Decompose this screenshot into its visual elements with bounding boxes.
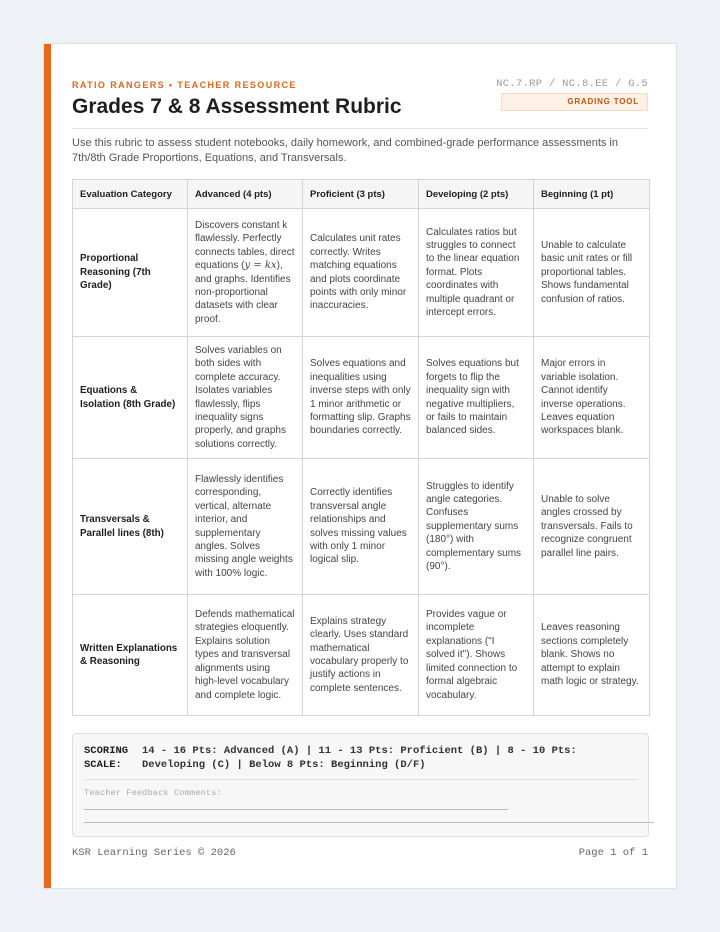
table-row xyxy=(73,459,650,595)
scoring-scale-box xyxy=(72,733,649,837)
header-category: Evaluation Category xyxy=(73,180,188,209)
beginning-cell: Unable to solve angles crossed by transversals. Fails to recognize congruent parallel line pairs. xyxy=(534,459,650,595)
header-advanced: Advanced (4 pts) xyxy=(188,180,303,209)
category-cell: Proportional Reasoning (7th Grade) xyxy=(73,209,188,337)
table-header-row xyxy=(73,180,650,209)
page-number: Page 1 of 1 xyxy=(578,847,648,859)
rubric-table xyxy=(72,179,650,716)
header-proficient: Proficient (3 pts) xyxy=(303,180,419,209)
developing-cell: Solves equations but forgets to flip the inequality sign with negative multipliers, or fails to maintain balanced sides. xyxy=(419,337,534,459)
category-cell: Written Explanations & Reasoning xyxy=(73,595,188,716)
proficient-cell: Solves equations and inequalities using inverse steps with only 1 minor arithmetic or formatting slip. Graphs boundaries correctly. xyxy=(303,337,419,459)
developing-cell: Struggles to identify angle categories. Confuses supplementary sums (180°) with complementary sums (90°). xyxy=(419,459,534,595)
standards-codes: NC.7.RP / NC.8.EE / G.5 xyxy=(496,78,648,90)
developing-cell: Calculates ratios but struggles to connect to the linear equation format. Plots coordinates with multiple quadrant or intercept errors. xyxy=(419,209,534,337)
scoring-divider xyxy=(84,779,637,780)
teacher-feedback-label: Teacher Feedback Comments: xyxy=(84,788,222,798)
table-row xyxy=(73,337,650,459)
grading-tool-badge: GRADING TOOL xyxy=(501,93,648,111)
advanced-cell: Flawlessly identifies corresponding, vertical, alternate interior, and supplementary angles. Solves missing angle weights with 100% logic. xyxy=(188,459,303,595)
advanced-cell xyxy=(188,209,303,337)
scoring-scale-text: 14 - 16 Pts: Advanced (A) | 11 - 13 Pts: Proficient (B) | 8 - 10 Pts: Developing (C) | Below 8 Pts: Beginning (D/F) xyxy=(142,745,577,771)
feedback-line xyxy=(84,822,654,823)
advanced-text-pre: Discovers constant k flawlessly. Perfectly connects tables, direct equations ( xyxy=(195,219,295,272)
beginning-cell: Major errors in variable isolation. Cannot identify inverse operations. Leaves equation workspaces blank. xyxy=(534,337,650,459)
developing-cell: Provides vague or incomplete explanations ("I solved it"). Shows limited connection to formal algebraic vocabulary. xyxy=(419,595,534,716)
category-cell: Transversals & Parallel lines (8th) xyxy=(73,459,188,595)
eyebrow-label: RATIO RANGERS • TEACHER RESOURCE xyxy=(72,80,297,90)
advanced-cell: Solves variables on both sides with complete accuracy. Isolates variables flawlessly, flips inequality signs properly, and graphs solutions correctly. xyxy=(188,337,303,459)
proficient-cell: Correctly identifies transversal angle relationships and solves missing values with only 1 minor logical slip. xyxy=(303,459,419,595)
table-row xyxy=(73,209,650,337)
advanced-text-post: ), and graphs. Identifies non-proportional datasets with clear proof. xyxy=(195,260,291,325)
proficient-cell: Calculates unit rates correctly. Writes matching equations and plots coordinate points with only minor inaccuracies. xyxy=(303,209,419,337)
header-divider xyxy=(72,128,648,129)
header-beginning: Beginning (1 pt) xyxy=(534,180,650,209)
page-title: Grades 7 & 8 Assessment Rubric xyxy=(72,95,402,118)
proficient-cell: Explains strategy clearly. Uses standard mathematical vocabulary properly to justify actions in complete sentences. xyxy=(303,595,419,716)
advanced-cell: Defends mathematical strategies eloquently. Explains solution types and transversal alignments using high-level vocabulary and complete logic. xyxy=(188,595,303,716)
category-cell: Equations & Isolation (8th Grade) xyxy=(73,337,188,459)
table-row xyxy=(73,595,650,716)
beginning-cell: Leaves reasoning sections completely blank. Shows no attempt to explain math logic or strategy. xyxy=(534,595,650,716)
direct-variation-formula: y = kx xyxy=(244,260,277,272)
footer-copyright: KSR Learning Series © 2026 xyxy=(72,847,236,859)
accent-bar xyxy=(44,44,51,888)
feedback-line xyxy=(84,809,508,810)
scoring-scale-label: SCORING SCALE: xyxy=(84,745,129,771)
intro-paragraph: Use this rubric to assess student notebooks, daily homework, and combined-grade performance assessments in 7th/8th Grade Proportions, Equations, and Transversals. xyxy=(72,137,618,164)
beginning-cell: Unable to calculate basic unit rates or fill proportional tables. Shows fundamental confusion of ratios. xyxy=(534,209,650,337)
header-developing: Developing (2 pts) xyxy=(419,180,534,209)
rubric-page xyxy=(43,43,677,889)
